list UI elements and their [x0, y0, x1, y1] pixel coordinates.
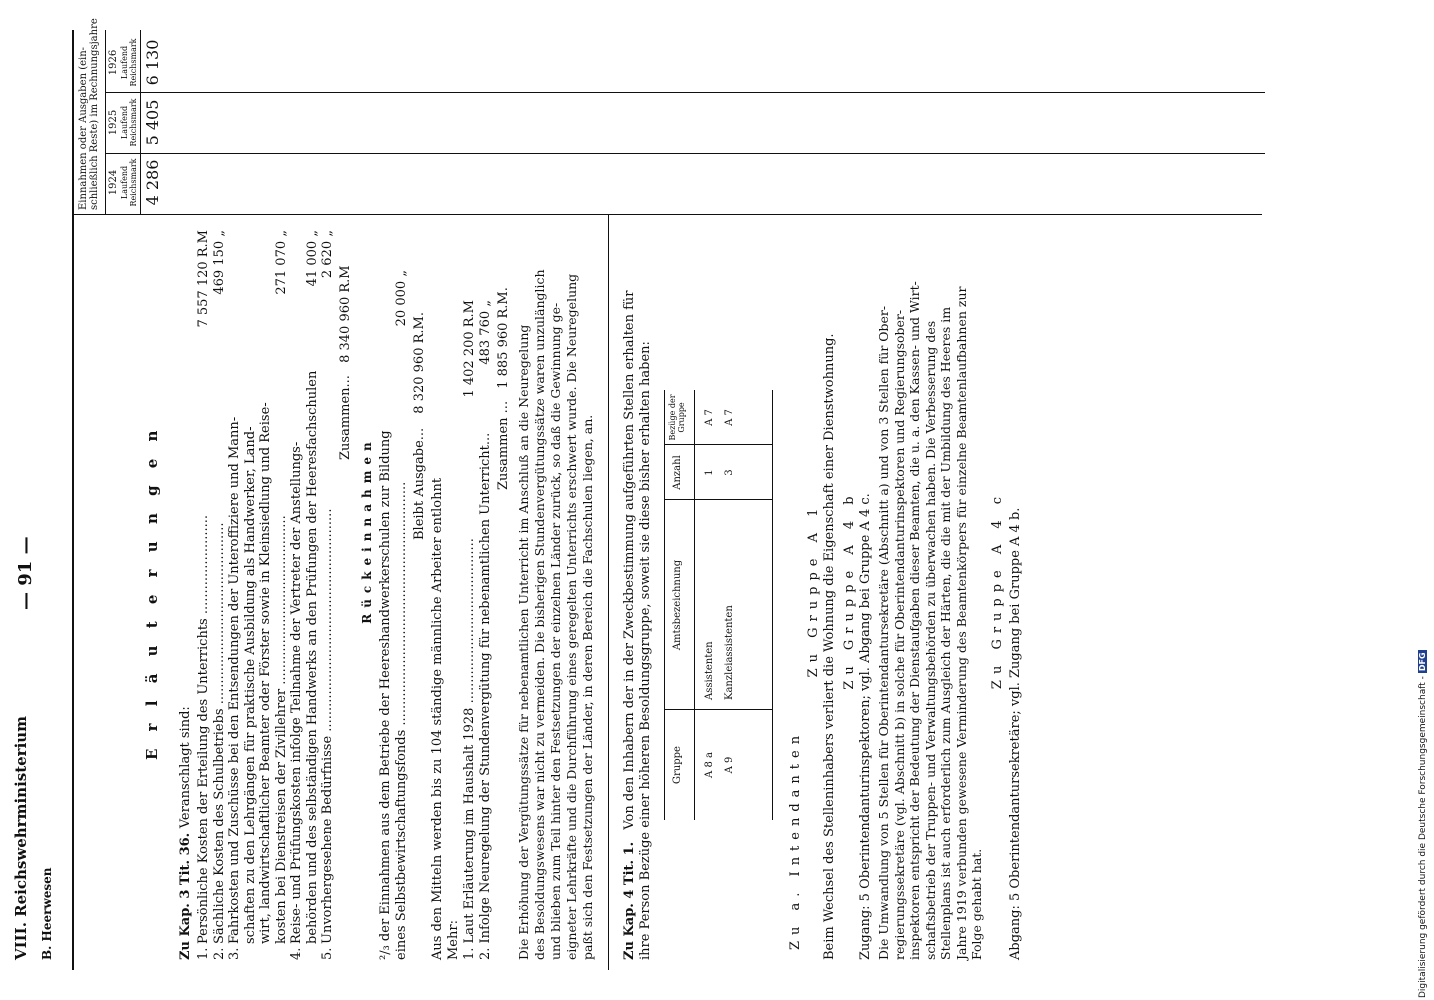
table-cell-amt: Kanzleiassistenten: [724, 605, 735, 700]
kap3-item-amount: 41 000 „: [304, 230, 320, 287]
a4b-para-line: regierungssekretäre (vgl. Abschnitt b) in solche für Oberintendanturinspektoren und Regierungsober-: [891, 309, 907, 960]
year-1925: 1925: [108, 109, 119, 136]
rueck-amount: 20 000 „: [394, 270, 409, 327]
abgang: Abgang: 5 Oberintendantursekretäre; vgl. Zugang bei Gruppe A 4 b.: [1008, 507, 1023, 960]
th-gruppe: Gruppe: [672, 746, 683, 784]
a4b-para-line: Die Umwandlung von 5 Stellen für Oberintendantursekretäre (Abschnitt a) und von 3 Stellen für Ober-: [876, 305, 891, 960]
middle-rule: [608, 215, 609, 970]
a4b-para-line: schaftsbetrieb der Truppen- und Verwaltungsbehörden zu überwachen haben. Die Verbesserung des: [922, 320, 938, 960]
section-title: B. Heerwesen: [40, 867, 54, 960]
value-1926: 6 130: [143, 39, 162, 86]
kap3-item-amount: 271 070 „: [273, 230, 289, 295]
kap3-total: Zusammen... 8 340 960 R.M: [338, 265, 353, 460]
table-cell-anzahl: 1: [704, 469, 715, 476]
page-number: — 91 —: [15, 536, 36, 610]
kap4-intro2: ihre Person Bezüge einer höheren Besoldungsgruppe, soweit sie diese bisher erhalten haben:: [638, 341, 653, 960]
kap3-item-text: Sächliche Kosten des Schulbetriebs ............................................: [211, 522, 227, 944]
kap3-para-line: und blieben zum Teil hinter den Festsetzungen der einzelnen Länder zurück, so daß die Gewinnung ge-: [548, 302, 563, 960]
mehr2-amount: 483 760 „: [478, 300, 493, 365]
kap3-item-text: Fahrkosten und Zuschüsse bei den Entsendungen der Unteroffiziere und Mann-: [227, 416, 242, 944]
unit-1926: Laufend Reichsmark: [120, 38, 138, 87]
rueck-heading: Rückeinnahmen: [360, 436, 374, 624]
kap4-table: [664, 390, 774, 820]
dfg-logo: DFG: [1418, 652, 1427, 672]
year-1926: 1926: [108, 49, 119, 76]
unit-1925: Laufend Reichsmark: [120, 98, 138, 147]
kap3-item-text: schaften zu den Lehrgängen für praktische Ausbildung als Handwerker, Land-: [242, 426, 258, 944]
kap3-item-number: 4.: [289, 947, 304, 960]
kap3-item-amount: 7 557 120 R.M: [196, 230, 211, 328]
unit-1924: Laufend Reichsmark: [120, 158, 138, 207]
rueck-text1: ²/₃ der Einnahmen aus dem Betriebe der Heereshandwerkerschulen zur Bildung: [378, 430, 393, 960]
kap3-item-text: behörden und des selbständigen Handwerks an den Prüfungen der Heeresfachschulen: [304, 370, 320, 944]
table-cell-anzahl: 3: [724, 469, 735, 476]
kap3-item-text: Reise- und Prüfungskosten infolge Teilnahme der Vertreter der Anstellungs-: [289, 441, 304, 944]
top-rule: [72, 30, 74, 970]
footer: Digitalisierung gefördert durch die Deutsche Forschungsgemeinschaft -DFG: [1418, 652, 1428, 998]
mehr: Mehr:: [446, 920, 461, 960]
table-cell-amt: Assistenten: [704, 641, 715, 700]
kap3-item-number: 1.: [196, 947, 211, 960]
intendanten: Zu a. Intendanten: [788, 729, 803, 950]
year-1924: 1924: [108, 169, 119, 196]
kap3-item-amount: 2 620 „: [320, 230, 335, 279]
bleibt: Bleibt Ausgabe... 8 320 960 R.M.: [412, 312, 427, 540]
kap3-para-line: des Besoldungswesens war nicht zu vermeiden. Die bisherigen Stundenvergütungssätze waren unzulänglich: [532, 269, 547, 960]
gruppe-a4b: Zu Gruppe A 4 b: [842, 490, 857, 690]
mehr-intro: Aus den Mitteln werden bis zu 104 ständige männliche Arbeiter entlohnt: [430, 477, 445, 960]
gruppe-a1: Zu Gruppe A 1: [806, 502, 821, 678]
kap3-item-text: wirt, landwirtschaftlicher Beamter oder Förster sowie in Kleinsiedlung und Reise-: [258, 402, 273, 944]
gruppe-a4c: Zu Gruppe A 4 c: [990, 490, 1005, 690]
zugang: Zugang: 5 Oberintendanturinspektoren; vgl. Abgang bei Gruppe A 4 c.: [858, 493, 873, 960]
kap4-heading: Zu Kap. 4 Tit. 1. Von den Inhabern der in der Zweckbestimmung aufgeführten Stellen erhalten für: [622, 290, 637, 960]
a4b-para-line: Folge gehabt hat.: [969, 848, 984, 960]
zusammen: Zusammen ... 1 885 960 R.M.: [496, 287, 511, 490]
a4b-para-line: Stellenplans ist auch erforderlich zum Ausgleich der Härten, die die mit der Umbildung des Heeres im: [938, 306, 953, 960]
table-cell-gruppe: A 8 a: [704, 752, 715, 778]
th-amtsbezeichnung: Amtsbezeichnung: [672, 559, 683, 651]
kap3-item-text: Unvorhergesehene Bedürfnisse ......................................................: [320, 508, 335, 944]
table-cell-gruppe: A 9: [724, 756, 735, 774]
kap3-para-line: eigneter Lehrkräfte und die Durchführung eines geregelten Unterrichts erschwert wurde. Die Neuregelung: [564, 273, 579, 960]
a1-text: Beim Wechsel des Stelleninhabers verliert die Wohnung die Eigenschaft einer Dienstwohnung.: [822, 333, 837, 960]
chapter-title: VIII. Reichswehrministerium: [12, 715, 30, 960]
erlaeuterungen-title: E r l ä u t e r u n g e n: [143, 424, 161, 760]
table-cell-bezuege: A 7: [724, 409, 735, 426]
kap3-item-number: 5.: [320, 947, 335, 960]
rueck-text2: eines Selbstbewirtschaftungsfonds ...........................................................: [394, 481, 409, 960]
mehr1-amount: 1 402 200 R.M: [462, 300, 477, 398]
document-page: [0, 18, 1434, 970]
value-1925: 5 405: [143, 99, 162, 146]
kap3-item-amount: 469 150 „: [211, 230, 227, 295]
th-anzahl: Anzahl: [672, 455, 683, 490]
a4b-para-line: Jahre 1919 verbunden gewesene Verminderung des Beamtenkörpers für einzelne Beamtenlaufbahnen zur: [953, 286, 969, 960]
table-cell-bezuege: A 7: [704, 409, 715, 426]
kap3-item-text: kosten bei Dienstreisen der Zivillehrer .........................................: [273, 515, 289, 944]
a4b-para-line: inspektoren entspricht der Bedeutung der Dienstaufgaben dieser Beamten, die u. a. den Kassen- und Wirt-: [907, 281, 922, 960]
revenue-header: Einnahmen oder Ausgaben (ein- schließlich Reste) im Rechnungsjahre: [78, 18, 100, 210]
kap3-para-line: paßt sich den Festsetzungen der Länder, in deren Bereich die Fachschulen liegen, an.: [580, 414, 595, 960]
kap3-heading: Zu Kap. 3 Tit. 36. Veranschlagt sind:: [178, 706, 193, 960]
mehr2: 2. Infolge Neuregelung der Stundenvergütung für nebenamtlichen Unterricht...: [478, 432, 493, 960]
kap3-para-line: Die Erhöhung der Vergütungssätze für nebenamtlichen Unterricht im Anschluß an die Neuregelung: [516, 324, 531, 960]
kap3-item-number: 3.: [227, 947, 242, 960]
th-bezuege: Bezüge der Gruppe: [668, 394, 686, 441]
mehr1: 1. Laut Erläuterung im Haushalt 1928 ........................................: [462, 538, 477, 960]
kap3-item-number: 2.: [211, 947, 227, 960]
kap3-item-text: Persönliche Kosten der Erteilung des Unterrichts ........................: [196, 514, 211, 944]
value-1924: 4 286: [143, 159, 162, 206]
